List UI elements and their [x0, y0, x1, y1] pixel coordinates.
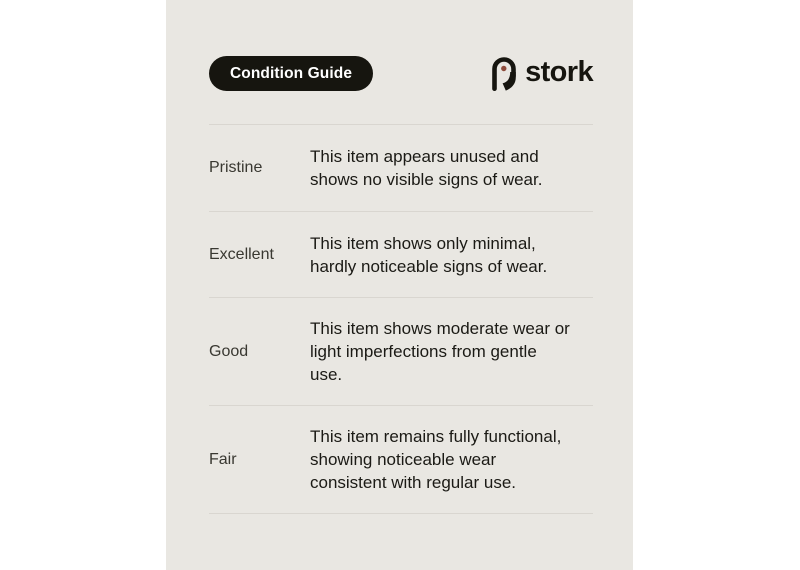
- condition-description: This item appears unused and shows no visible signs of wear.: [310, 147, 543, 189]
- condition-row-fair: [209, 405, 593, 514]
- condition-guide-card: [166, 0, 633, 570]
- condition-row-good: [209, 297, 593, 405]
- stork-bird-icon: [490, 57, 518, 91]
- condition-description: This item shows moderate wear or light imperfections from gentle use.: [310, 319, 570, 384]
- condition-label: Fair: [209, 450, 237, 468]
- stork-logo-text: stork: [525, 55, 593, 88]
- card-header: [209, 56, 593, 91]
- condition-guide-badge: Condition Guide: [209, 56, 373, 91]
- stork-logo: [490, 57, 593, 91]
- condition-label: Pristine: [209, 159, 263, 177]
- condition-description: This item shows only minimal, hardly noticeable signs of wear.: [310, 233, 548, 276]
- condition-description: This item remains fully functional, showing noticeable wear consistent with regular use.: [310, 427, 562, 492]
- condition-row-excellent: [209, 211, 593, 297]
- condition-row-pristine: [209, 124, 593, 211]
- condition-label: Excellent: [209, 245, 274, 263]
- condition-label: Good: [209, 342, 249, 360]
- stork-eye-dot: [501, 65, 506, 70]
- condition-table: [209, 124, 593, 514]
